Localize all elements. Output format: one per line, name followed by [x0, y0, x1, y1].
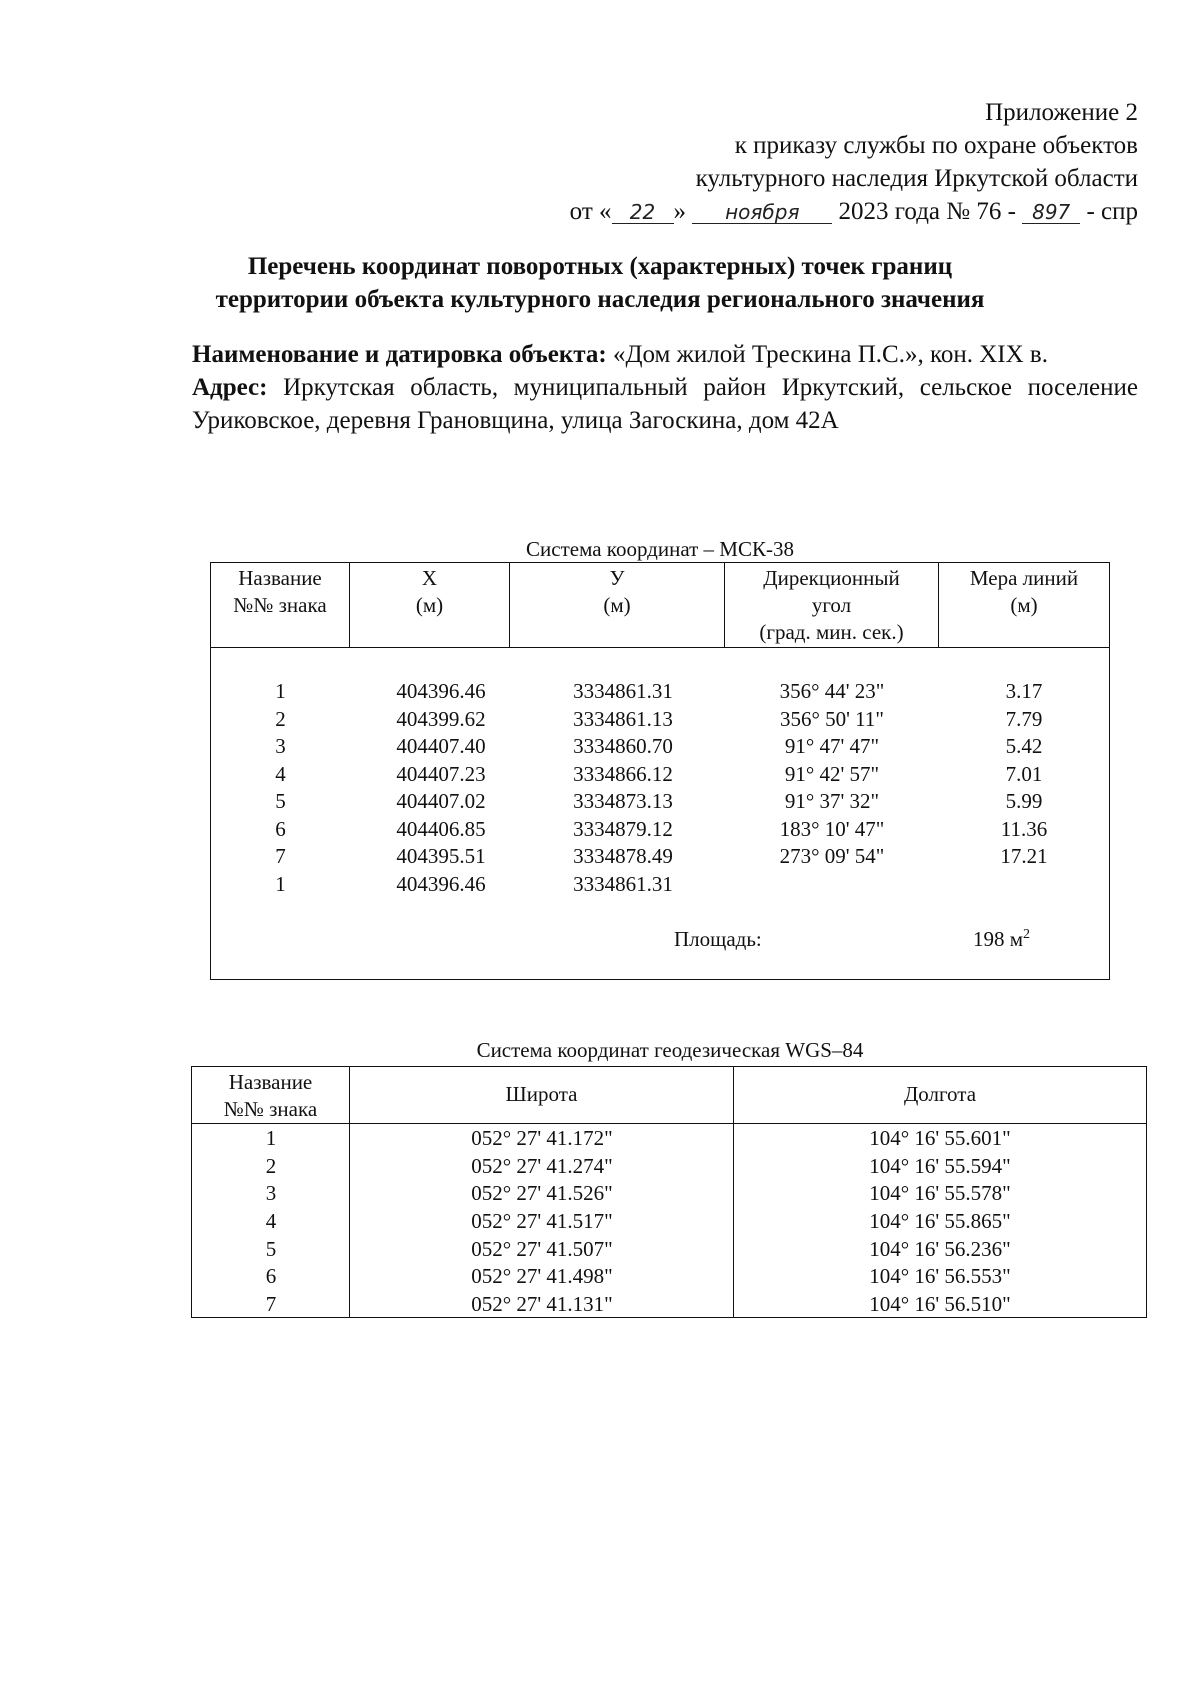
- handwritten-day: 22: [612, 201, 674, 224]
- line-length-cell: 5.99: [1005, 789, 1043, 813]
- point-number-cell: 1: [265, 1126, 277, 1150]
- x-cell: 404399.62: [396, 706, 486, 731]
- msk-table-header: [211, 563, 1109, 648]
- handwritten-order-number: 897: [1022, 201, 1080, 224]
- longitude-cell: 104° 16' 56.236": [869, 1236, 1011, 1261]
- order-suffix: - спр: [1086, 198, 1138, 225]
- line-length-cell: 3.17: [1005, 679, 1043, 703]
- table-row: [211, 678, 1109, 706]
- latitude-cell: 052° 27' 41.131": [471, 1292, 613, 1317]
- point-number-cell: 1: [275, 871, 286, 896]
- handwritten-month: ноября: [692, 201, 832, 224]
- table-row: [192, 1180, 1146, 1208]
- area-unit-exponent: 2: [1023, 927, 1031, 942]
- point-number-cell: 1: [275, 679, 286, 703]
- direction-angle-cell: 91° 47' 47": [784, 734, 880, 758]
- wgs-coordinates-table: [191, 1066, 1147, 1318]
- table-row: [211, 871, 1109, 899]
- line-length-cell: 17.21: [1000, 844, 1048, 868]
- direction-angle-cell: 356° 44' 23": [779, 679, 885, 703]
- order-date-line: [570, 195, 1138, 228]
- latitude-cell: 052° 27' 41.172": [471, 1126, 613, 1150]
- header-longitude: Долгота: [903, 1082, 977, 1106]
- longitude-cell: 104° 16' 55.865": [869, 1209, 1011, 1234]
- table-row: [211, 843, 1109, 871]
- point-number-cell: 3: [275, 734, 286, 758]
- latitude-cell: 052° 27' 41.507": [471, 1236, 613, 1261]
- longitude-cell: 104° 16' 56.553": [869, 1264, 1011, 1289]
- point-number-cell: 6: [265, 1264, 277, 1289]
- table-row: [211, 816, 1109, 844]
- x-cell: 404407.23: [396, 761, 486, 786]
- object-address-label: Адрес:: [192, 374, 268, 401]
- direction-angle-cell: 91° 37' 32": [784, 789, 880, 813]
- longitude-cell: 104° 16' 55.578": [869, 1181, 1011, 1206]
- table-row: [211, 733, 1109, 761]
- x-cell: 404395.51: [396, 844, 486, 868]
- header-point-name: Название №№ знака: [211, 563, 350, 647]
- object-name-value: «Дом жилой Трескина П.С.», кон. XIX в.: [612, 341, 1048, 368]
- appendix-header: [570, 96, 1138, 228]
- direction-angle-cell: 273° 09' 54": [779, 844, 885, 868]
- object-address-value: Иркутская область, муниципальный район Иркутский, сельское поселение Уриковское, деревня Грановщина, улица Загоскина, дом 42А: [192, 374, 1138, 434]
- table-row: [211, 788, 1109, 816]
- latitude-cell: 052° 27' 41.526": [471, 1181, 613, 1206]
- point-number-cell: 7: [275, 844, 286, 868]
- x-cell: 404407.02: [396, 789, 486, 813]
- title-line-1: Перечень координат поворотных (характерных) точек границ: [247, 253, 953, 280]
- header-line-length: Мера линий (м): [969, 566, 1079, 617]
- y-cell: 3334861.13: [573, 706, 673, 731]
- wgs-table-body: [192, 1125, 1146, 1319]
- point-number-cell: 2: [275, 706, 286, 731]
- header-x: X (м): [350, 563, 510, 647]
- table-row: [192, 1291, 1146, 1319]
- object-name-label: Наименование и датировка объекта:: [192, 341, 607, 368]
- date-prefix: от «: [569, 198, 612, 225]
- table-row: [192, 1125, 1146, 1153]
- line-length-cell: 7.79: [1005, 706, 1043, 731]
- table-row: [192, 1153, 1146, 1181]
- x-cell: 404396.46: [396, 871, 486, 896]
- msk-table-caption: Система координат – МСК-38: [526, 537, 794, 561]
- area-label: Площадь:: [674, 927, 762, 951]
- order-reference-line: к приказу службы по охране объектов: [734, 132, 1138, 159]
- direction-angle-cell: 356° 50' 11": [780, 706, 884, 731]
- order-authority-line: культурного наследия Иркутской области: [695, 165, 1138, 192]
- y-cell: 3334860.70: [573, 734, 673, 758]
- date-year-text: 2023 года № 76 -: [838, 198, 1016, 225]
- x-cell: 404406.85: [396, 816, 486, 841]
- y-cell: 3334866.12: [573, 761, 673, 786]
- point-number-cell: 2: [265, 1153, 277, 1178]
- line-length-cell: 5.42: [1005, 734, 1043, 758]
- header-point-name: Название №№ знака: [192, 1067, 350, 1123]
- y-cell: 3334879.12: [573, 816, 673, 841]
- point-number-cell: 3: [265, 1181, 277, 1206]
- point-number-cell: 4: [265, 1209, 277, 1234]
- point-number-cell: 7: [265, 1292, 277, 1317]
- y-cell: 3334861.31: [573, 871, 673, 896]
- area-value: 198 $м^2$: [973, 927, 1031, 951]
- y-cell: 3334873.13: [573, 789, 673, 813]
- table-row: [192, 1236, 1146, 1264]
- msk-coordinates-table: [210, 562, 1110, 980]
- object-address-paragraph: [192, 371, 1138, 437]
- y-cell: 3334861.31: [573, 679, 673, 703]
- x-cell: 404407.40: [396, 734, 486, 758]
- point-number-cell: 5: [265, 1236, 277, 1261]
- header-y: У (м): [510, 563, 725, 647]
- table-row: [211, 706, 1109, 734]
- document-title: [150, 250, 1050, 316]
- header-latitude: Широта: [350, 1067, 734, 1123]
- longitude-cell: 104° 16' 56.510": [869, 1292, 1011, 1317]
- table-row: [192, 1263, 1146, 1291]
- appendix-label: Приложение 2: [985, 99, 1138, 126]
- point-number-cell: 5: [275, 789, 286, 813]
- line-length-cell: 7.01: [1005, 761, 1043, 786]
- point-number-cell: 4: [275, 761, 286, 786]
- object-name-paragraph: [192, 338, 1138, 371]
- line-length-cell: 11.36: [1000, 816, 1048, 841]
- table-row: [192, 1208, 1146, 1236]
- msk-table-body: [211, 678, 1109, 898]
- table-row: [211, 761, 1109, 789]
- object-info: [192, 338, 1138, 437]
- header-direction-angle: Дирекционный угол (град. мин. сек.): [725, 563, 939, 647]
- wgs-table-caption: Система координат геодезическая WGS–84: [476, 1038, 864, 1062]
- point-number-cell: 6: [275, 816, 286, 841]
- x-cell: 404396.46: [396, 679, 486, 703]
- wgs-table-header: [192, 1067, 1146, 1124]
- y-cell: 3334878.49: [573, 844, 673, 868]
- latitude-cell: 052° 27' 41.498": [471, 1264, 613, 1289]
- title-line-2: территории объекта культурного наследия регионального значения: [215, 286, 985, 313]
- date-separator: »: [673, 198, 687, 225]
- latitude-cell: 052° 27' 41.274": [471, 1153, 613, 1178]
- latitude-cell: 052° 27' 41.517": [471, 1209, 613, 1234]
- longitude-cell: 104° 16' 55.601": [869, 1126, 1011, 1150]
- direction-angle-cell: 91° 42' 57": [784, 761, 880, 786]
- longitude-cell: 104° 16' 55.594": [869, 1153, 1011, 1178]
- direction-angle-cell: 183° 10' 47": [779, 816, 885, 841]
